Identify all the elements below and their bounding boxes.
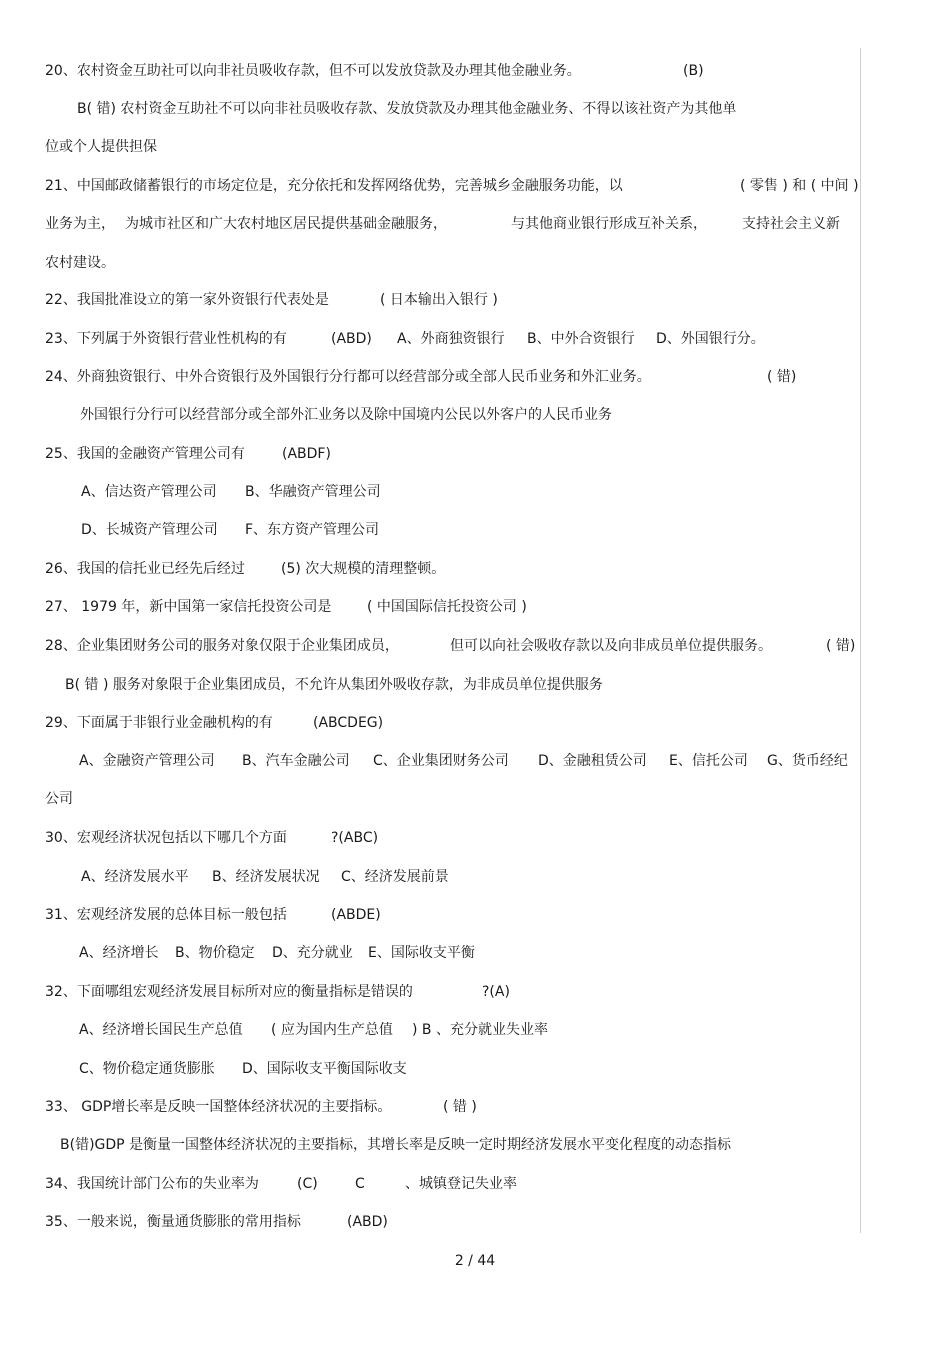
option-23-d: D、外国银行分。: [656, 331, 765, 347]
option-23-b: B、中外合资银行: [527, 331, 635, 347]
answer-31: (ABDE): [331, 907, 381, 923]
option-31-d: D、充分就业: [272, 945, 353, 961]
explanation-28: B( 错 ) 服务对象限于企业集团成员，不允许从集团外吸收存款，为非成员单位提供服务: [65, 677, 603, 693]
option-29-g: G、货币经纪: [767, 753, 848, 769]
question-28-cont: 但可以向社会吸收存款以及向非成员单位提供服务。: [450, 638, 772, 654]
explanation-33: B(错)GDP 是衡量一国整体经济状况的主要指标，其增长率是反映一定时期经济发展水平变化程度的动态指标: [60, 1137, 732, 1153]
question-25: 25、我国的金融资产管理公司有: [45, 446, 245, 462]
answer-22: ( 日本输出入银行 ): [380, 292, 498, 308]
option-32-a-note: ( 应为国内生产总值: [271, 1022, 393, 1038]
answer-35: (ABD): [347, 1214, 388, 1230]
question-33: 33、 GDP增长率是反映一国整体经济状况的主要指标。: [45, 1099, 392, 1115]
option-32-c: C、物价稳定通货膨胀: [79, 1061, 215, 1077]
question-31: 31、宏观经济发展的总体目标一般包括: [45, 907, 287, 923]
question-27: 27、 1979 年，新中国第一家信托投资公司是: [45, 599, 332, 615]
option-32-a: A、经济增长国民生产总值: [79, 1022, 243, 1038]
answer-32: ?(A): [482, 984, 510, 1000]
answer-27: ( 中国国际信托投资公司 ): [367, 599, 527, 615]
option-25-d: D、长城资产管理公司: [81, 522, 218, 538]
question-26: 26、我国的信托业已经先后经过: [45, 561, 245, 577]
question-28: 28、企业集团财务公司的服务对象仅限于企业集团成员，: [45, 638, 399, 654]
question-29: 29、下面属于非银行业金融机构的有: [45, 715, 273, 731]
option-31-b: B、物价稳定: [175, 945, 255, 961]
option-31-e: E、国际收支平衡: [368, 945, 475, 961]
page-number: 2 / 44: [454, 1253, 496, 1269]
question-21-cont-b: 为城市社区和广大农村地区居民提供基础金融服务，: [125, 216, 447, 232]
option-32-b: ) B 、充分就业失业率: [412, 1022, 548, 1038]
question-21-cont-c: 与其他商业银行形成互补关系，: [511, 216, 707, 232]
option-29-c: C、企业集团财务公司: [373, 753, 509, 769]
question-21-cont-e: 农村建设。: [45, 255, 115, 271]
answer-33: ( 错 ): [443, 1099, 477, 1115]
option-23-a: A、外商独资银行: [397, 331, 505, 347]
answer-26: (5) 次大规模的清理整顿。: [281, 561, 446, 577]
question-35: 35、一般来说，衡量通货膨胀的常用指标: [45, 1214, 301, 1230]
right-margin-rule: [860, 48, 861, 1233]
answer-29: (ABCDEG): [313, 715, 384, 731]
option-29-d: D、金融租赁公司: [538, 753, 647, 769]
option-29-a: A、金融资产管理公司: [79, 753, 215, 769]
answer-30: ?(ABC): [331, 830, 379, 846]
answer-25: (ABDF): [282, 446, 331, 462]
option-29-b: B、汽车金融公司: [242, 753, 350, 769]
question-21-cont-d: 支持社会主义新: [742, 216, 840, 232]
option-32-d: D、国际收支平衡国际收支: [242, 1061, 407, 1077]
option-30-a: A、经济发展水平: [81, 869, 189, 885]
question-24: 24、外商独资银行、中外合资银行及外国银行分行都可以经营部分或全部人民币业务和外汇业务。: [45, 369, 651, 385]
question-23: 23、下列属于外资银行营业性机构的有: [45, 331, 287, 347]
option-25-a: A、信达资产管理公司: [81, 484, 217, 500]
question-21: 21、中国邮政储蓄银行的市场定位是，充分依托和发挥网络优势，完善城乡金融服务功能，以: [45, 178, 623, 194]
option-34-c: 、城镇登记失业率: [405, 1176, 517, 1192]
answer-20: (B): [683, 63, 704, 79]
answer-34: (C): [297, 1176, 318, 1192]
option-30-b: B、经济发展状况: [212, 869, 320, 885]
option-25-f: F、东方资产管理公司: [245, 522, 380, 538]
question-32: 32、下面哪组宏观经济发展目标所对应的衡量指标是错误的: [45, 984, 413, 1000]
explanation-20-cont: 位或个人提供担保: [45, 139, 157, 155]
option-29-e: E、信托公司: [669, 753, 748, 769]
explanation-20: B( 错) 农村资金互助社不可以向非社员吸收存款、发放贷款及办理其他金融业务、不得以该社资产为其他单: [77, 101, 737, 117]
option-34-c-letter: C: [355, 1176, 365, 1192]
option-30-c: C、经济发展前景: [341, 869, 449, 885]
question-34: 34、我国统计部门公布的失业率为: [45, 1176, 259, 1192]
question-20: 20、农村资金互助社可以向非社员吸收存款，但不可以发放贷款及办理其他金融业务。: [45, 63, 581, 79]
answer-23: (ABD): [331, 331, 372, 347]
answer-24: ( 错): [767, 369, 797, 385]
explanation-24: 外国银行分行可以经营部分或全部外汇业务以及除中国境内公民以外客户的人民币业务: [80, 407, 612, 423]
answer-21: ( 零售 ) 和 ( 中间 ): [740, 178, 859, 194]
option-25-b: B、华融资产管理公司: [245, 484, 381, 500]
question-21-cont-a: 业务为主，: [45, 216, 115, 232]
option-29-g-cont: 公司: [45, 791, 73, 807]
option-31-a: A、经济增长: [79, 945, 159, 961]
answer-28: ( 错): [826, 638, 856, 654]
question-22: 22、我国批准设立的第一家外资银行代表处是: [45, 292, 329, 308]
question-30: 30、宏观经济状况包括以下哪几个方面: [45, 830, 287, 846]
